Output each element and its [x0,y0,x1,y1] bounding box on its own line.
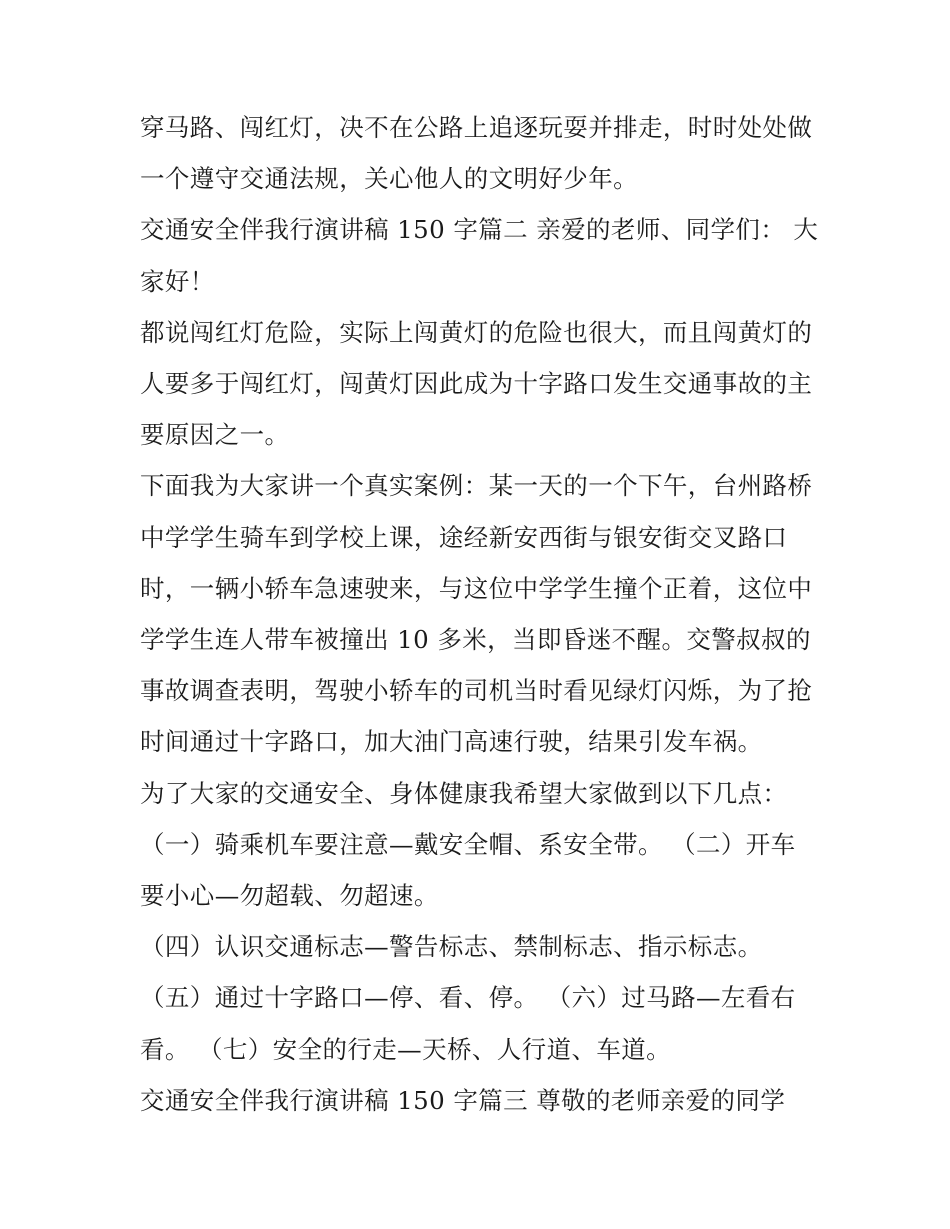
text-line-3: 交通安全伴我行演讲稿 150 字篇二 亲爱的老师、同学们： 大 [140,215,819,245]
text-line-17: （四）认识交通标志—警告标志、禁制标志、指示标志。 [140,932,763,962]
text-line-9: 中学学生骑车到学校上课，途经新安西街与银安街交叉路口 [140,522,788,552]
text-line-13: 时间通过十字路口，加大油门高速行驶，结果引发车祸。 [140,727,763,757]
text-line-12: 事故调查表明，驾驶小轿车的司机当时看见绿灯闪烁，为了抢 [140,676,813,706]
text-line-16: 要小心—勿超载、勿超速。 [140,881,439,911]
text-line-18: （五）通过十字路口—停、看、停。 （六）过马路—左看右 [140,983,796,1013]
text-line-6: 人要多于闯红灯，闯黄灯因此成为十字路口发生交通事故的主 [140,369,813,399]
text-line-1: 穿马路、闯红灯，决不在公路上追逐玩耍并排走，时时处处做 [140,113,813,142]
text-line-14: 为了大家的交通安全、身体健康我希望大家做到以下几点： [140,778,788,808]
text-line-10: 时，一辆小轿车急速驶来，与这位中学学生撞个正着，这位中 [140,573,813,603]
document-body [140,102,820,1126]
text-line-4: 家好！ [140,266,215,296]
text-line-7: 要原因之一。 [140,420,290,450]
text-line-15: （一）骑乘机车要注意—戴安全帽、系安全带。 （二）开车 [140,829,796,859]
text-line-8: 下面我为大家讲一个真实案例：某一天的一个下午，台州路桥 [140,471,813,501]
text-line-19: 看。 （七）安全的行走—天桥、人行道、车道。 [140,1034,672,1064]
text-line-5: 都说闯红灯危险，实际上闯黄灯的危险也很大，而且闯黄灯的 [140,317,813,347]
text-line-20: 交通安全伴我行演讲稿 150 字篇三 尊敬的老师亲爱的同学 [140,1085,786,1115]
text-line-2: 一个遵守交通法规，关心他人的文明好少年。 [140,164,638,194]
text-line-11: 学学生连人带车被撞出 10 多米，当即昏迷不醒。交警叔叔的 [140,625,811,655]
